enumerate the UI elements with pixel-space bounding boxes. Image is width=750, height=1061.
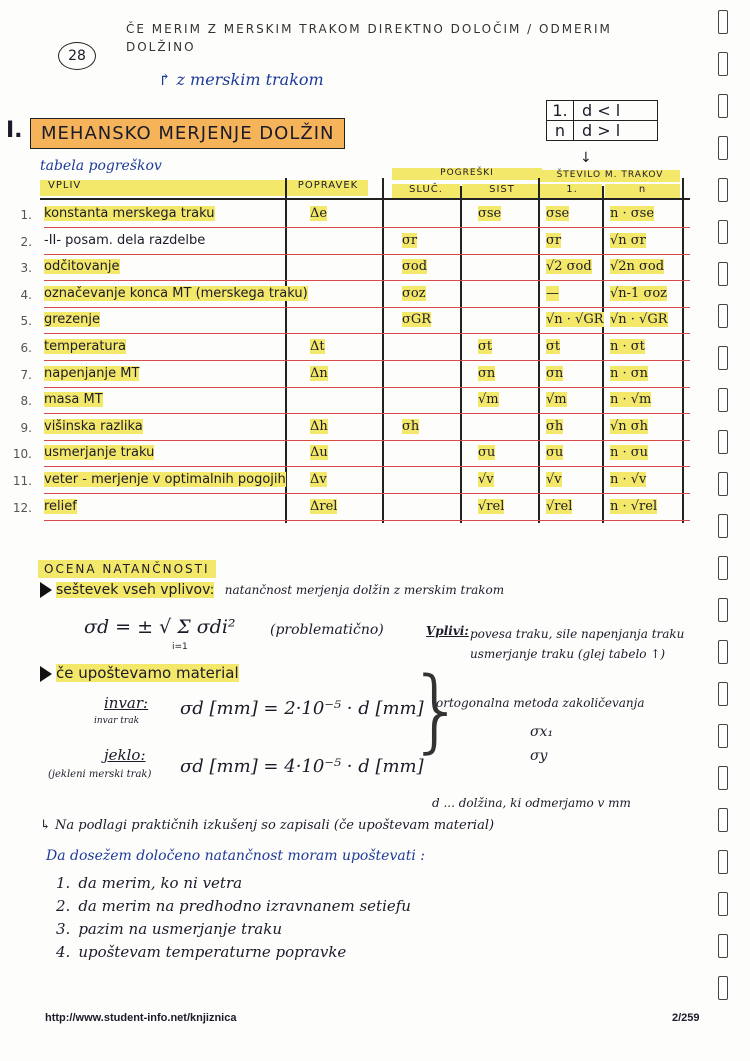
header-popravek: POPRAVEK — [288, 180, 368, 196]
popravek-cell: Δv — [310, 472, 327, 487]
one-tape-cell: √2 σod — [546, 259, 592, 275]
binder-hole-icon — [718, 766, 728, 790]
list-item-text: pazim na usmerjanje traku — [78, 920, 282, 938]
popravek-cell: Δrel — [310, 498, 338, 514]
arrow-note: ↱ z merskim trakom — [158, 70, 324, 89]
row-number: 1. — [20, 208, 32, 222]
ortho-text: ortogonalna metoda zakoličevanja — [436, 696, 645, 710]
popravek-cell: Δh — [310, 418, 328, 434]
sist-cell: √rel — [478, 498, 505, 514]
n-tapes-cell: n · √m — [610, 392, 652, 408]
one-tape-cell: σh — [546, 418, 564, 434]
one-tape-cell: — — [546, 285, 559, 301]
one-tape-cell: √v — [546, 472, 562, 487]
mini-table-cond-1: d < l — [582, 101, 621, 120]
one-tape-cell: √n · √GR — [546, 312, 604, 328]
sist-cell: σt — [478, 339, 493, 354]
table-row — [20, 229, 690, 255]
arrow-down-icon: ↓ — [580, 150, 592, 166]
binder-hole-icon — [718, 514, 728, 538]
vplivi-label: Vplivi: — [426, 624, 469, 638]
list-item-text: da merim, ko ni vetra — [78, 874, 243, 892]
error-table — [12, 168, 690, 523]
table-row — [20, 282, 690, 308]
vpliv-cell: grezenje — [44, 312, 100, 328]
sluc-cell: σoz — [402, 285, 426, 301]
table-row — [20, 388, 690, 414]
table-row — [20, 415, 690, 441]
list-item-number: 3. — [56, 920, 71, 938]
vpliv-cell: usmerjanje traku — [44, 445, 155, 461]
table-row — [12, 495, 690, 521]
popravek-cell: Δe — [310, 206, 328, 221]
binder-hole-icon — [718, 640, 728, 664]
one-tape-cell: σt — [546, 339, 561, 354]
section-numeral: I. — [6, 118, 23, 143]
mini-table-n-1: 1. — [547, 101, 574, 120]
binder-hole-icon — [718, 10, 728, 34]
binder-hole-icon — [718, 724, 728, 748]
vpliv-cell: masa MT — [44, 392, 103, 408]
vpliv-cell: konstanta merskega traku — [44, 206, 215, 221]
sist-cell: σse — [478, 206, 502, 221]
binder-hole-icon — [718, 262, 728, 286]
n-tapes-cell: √n σh — [610, 418, 649, 434]
header-one: 1. — [542, 184, 602, 198]
sluc-cell: σh — [402, 418, 420, 434]
n-tapes-cell: √n · √GR — [610, 312, 668, 328]
row-number: 3. — [20, 261, 32, 276]
n-tapes-cell: n · σt — [610, 339, 645, 354]
binder-hole-icon — [718, 556, 728, 580]
d-note: d ... dolžina, ki odmerjamo v mm — [432, 796, 631, 810]
popravek-cell: Δn — [310, 365, 328, 381]
list-item — [56, 897, 411, 915]
footer-page: 2/259 — [672, 1012, 700, 1024]
row-number: 5. — [20, 314, 32, 329]
popravek-cell: Δt — [310, 339, 325, 354]
header-sist: SIST — [462, 184, 542, 198]
practice-note: ↳ Na podlagi praktičnih izkušenj so zapisali (če upoštevam material) — [40, 818, 495, 833]
vpliv-cell: temperatura — [44, 339, 126, 354]
binder-hole-icon — [718, 94, 728, 118]
popravek-cell: Δu — [310, 445, 328, 461]
binder-hole-icon — [718, 934, 728, 958]
binder-hole-icon — [718, 388, 728, 412]
one-tape-cell: σse — [546, 206, 570, 221]
table-row — [20, 202, 690, 228]
n-tapes-cell: √2n σod — [610, 259, 665, 275]
binder-hole-icon — [718, 178, 728, 202]
table-caption: tabela pogreškov — [40, 158, 162, 174]
list-item-number: 2. — [56, 897, 71, 915]
list-item — [56, 920, 411, 938]
row-number: 4. — [20, 287, 32, 302]
row-number: 11. — [12, 474, 32, 488]
binder-hole-icon — [718, 52, 728, 76]
invar-label: invar: — [104, 694, 149, 712]
formula-note: (problematično) — [270, 622, 384, 638]
formula-total: σd = ± √ Σ σdi² — [84, 616, 236, 638]
binder-hole-icon — [718, 472, 728, 496]
one-tape-cell: √rel — [546, 498, 573, 514]
list-item-number: 4. — [56, 943, 71, 961]
list-item-number: 1. — [56, 874, 71, 892]
one-tape-cell: σr — [546, 232, 562, 248]
one-tape-cell: √m — [546, 392, 567, 408]
sist-cell: √v — [478, 472, 494, 487]
binder-hole-icon — [718, 850, 728, 874]
table-row — [20, 255, 690, 281]
binder-hole-icon — [718, 346, 728, 370]
row-number: 7. — [20, 367, 32, 382]
sluc-cell: σod — [402, 259, 428, 275]
formula-total-index: i=1 — [172, 642, 188, 652]
footer-url[interactable]: http://www.student-info.net/knjiznica — [45, 1012, 237, 1024]
row-number: 8. — [20, 394, 32, 409]
n-tapes-cell: n · σse — [610, 206, 655, 221]
binder-hole-icon — [718, 220, 728, 244]
table-row — [20, 308, 690, 334]
list-item-text: da merim na predhodno izravnanem setiefu — [78, 897, 411, 915]
n-tapes-cell: √n σr — [610, 232, 646, 248]
vpliv-cell: označevanje konca MT (merskega traku) — [44, 285, 308, 301]
jeklo-formula: σd [mm] = 4·10⁻⁵ · d [mm] — [180, 756, 424, 777]
bullet-icon — [40, 666, 52, 682]
row-number: 12. — [12, 500, 32, 515]
sluc-cell: σr — [402, 232, 418, 248]
mini-table-n-2: n — [547, 121, 574, 140]
list-item-text: upoštevam temperaturne popravke — [78, 943, 347, 961]
row-number: 2. — [20, 234, 32, 249]
vpliv-cell: veter - merjenje v optimalnih pogojih — [44, 472, 286, 487]
sist-cell: σu — [478, 445, 496, 461]
brace: } — [408, 658, 466, 763]
binder-hole-icon — [718, 598, 728, 622]
n-tapes-cell: n · σn — [610, 365, 649, 381]
mini-table — [546, 100, 658, 141]
binder-hole-icon — [718, 976, 728, 1000]
one-tape-cell: σn — [546, 365, 564, 381]
table-row — [20, 335, 690, 361]
accuracy-heading: OCENA NATANČNOSTI — [38, 560, 216, 578]
binder-hole-icon — [718, 136, 728, 160]
sigma-y: σy — [530, 748, 548, 764]
invar-formula: σd [mm] = 2·10⁻⁵ · d [mm] — [180, 698, 424, 719]
n-tapes-cell: n · √v — [610, 472, 647, 487]
header-n: n — [605, 184, 680, 198]
table-row — [12, 468, 690, 494]
binder-hole-icon — [718, 682, 728, 706]
header-stevilo: ŠTEVILO M. TRAKOV — [540, 170, 680, 182]
vpliv-cell: odčitovanje — [44, 259, 120, 275]
sigma-x: σx₁ — [530, 724, 554, 740]
table-row — [12, 441, 690, 467]
section-title: MEHANSKO MERJENJE DOLŽIN — [30, 118, 345, 149]
row-number: 10. — [12, 447, 32, 462]
n-tapes-cell: n · √rel — [610, 498, 658, 514]
sist-cell: σn — [478, 365, 496, 381]
requirements-list — [56, 874, 411, 966]
binder-hole-icon — [718, 430, 728, 454]
bullet-icon — [40, 582, 52, 598]
mini-table-cond-2: d > l — [582, 121, 621, 140]
sluc-cell: σGR — [402, 312, 432, 328]
n-tapes-cell: √n-1 σoz — [610, 285, 668, 301]
binder-hole-icon — [718, 304, 728, 328]
sist-cell: √m — [478, 392, 499, 408]
page-number-circle: 28 — [58, 42, 96, 70]
binder-hole-icon — [718, 892, 728, 916]
list-item — [56, 874, 411, 892]
vpliv-cell: relief — [44, 498, 77, 514]
reach-note: Da dosežem določeno natančnost moram upoštevati : — [46, 848, 425, 864]
invar-sub: invar trak — [94, 716, 140, 726]
vpliv-cell: napenjanje MT — [44, 365, 140, 381]
header-pogreski: POGREŠKI — [392, 168, 542, 180]
bullet-sum: seštevek vseh vplivov: natančnost merjenja dolžin z merskim trakom — [40, 582, 504, 598]
vpliv-cell: višinska razlika — [44, 418, 143, 434]
row-number: 9. — [20, 420, 32, 435]
vplivi-text: povesa traku, sile napenjanja traku usmerjanje traku (glej tabelo ↑) — [470, 627, 685, 661]
table-row — [20, 362, 690, 388]
arrow-right-icon: ↳ — [40, 818, 56, 833]
n-tapes-cell: n · σu — [610, 445, 649, 461]
jeklo-label: jeklo: — [104, 746, 146, 764]
header-sluc: SLUČ. — [392, 184, 460, 198]
bullet-material: če upoštevamo material — [40, 664, 239, 682]
header-note: ČE MERIM Z MERSKIM TRAKOM DIREKTNO DOLOČIM / ODMERIM DOLŽINO — [126, 22, 612, 54]
vpliv-cell: -II- posam. dela razdelbe — [44, 232, 206, 248]
binder-hole-icon — [718, 808, 728, 832]
one-tape-cell: σu — [546, 445, 564, 461]
row-number: 6. — [20, 341, 32, 355]
list-item — [56, 943, 411, 961]
header-vpliv: VPLIV — [40, 180, 323, 196]
jeklo-sub: (jekleni merski trak) — [48, 769, 152, 780]
arrow-up-right-icon: ↱ — [158, 70, 177, 89]
